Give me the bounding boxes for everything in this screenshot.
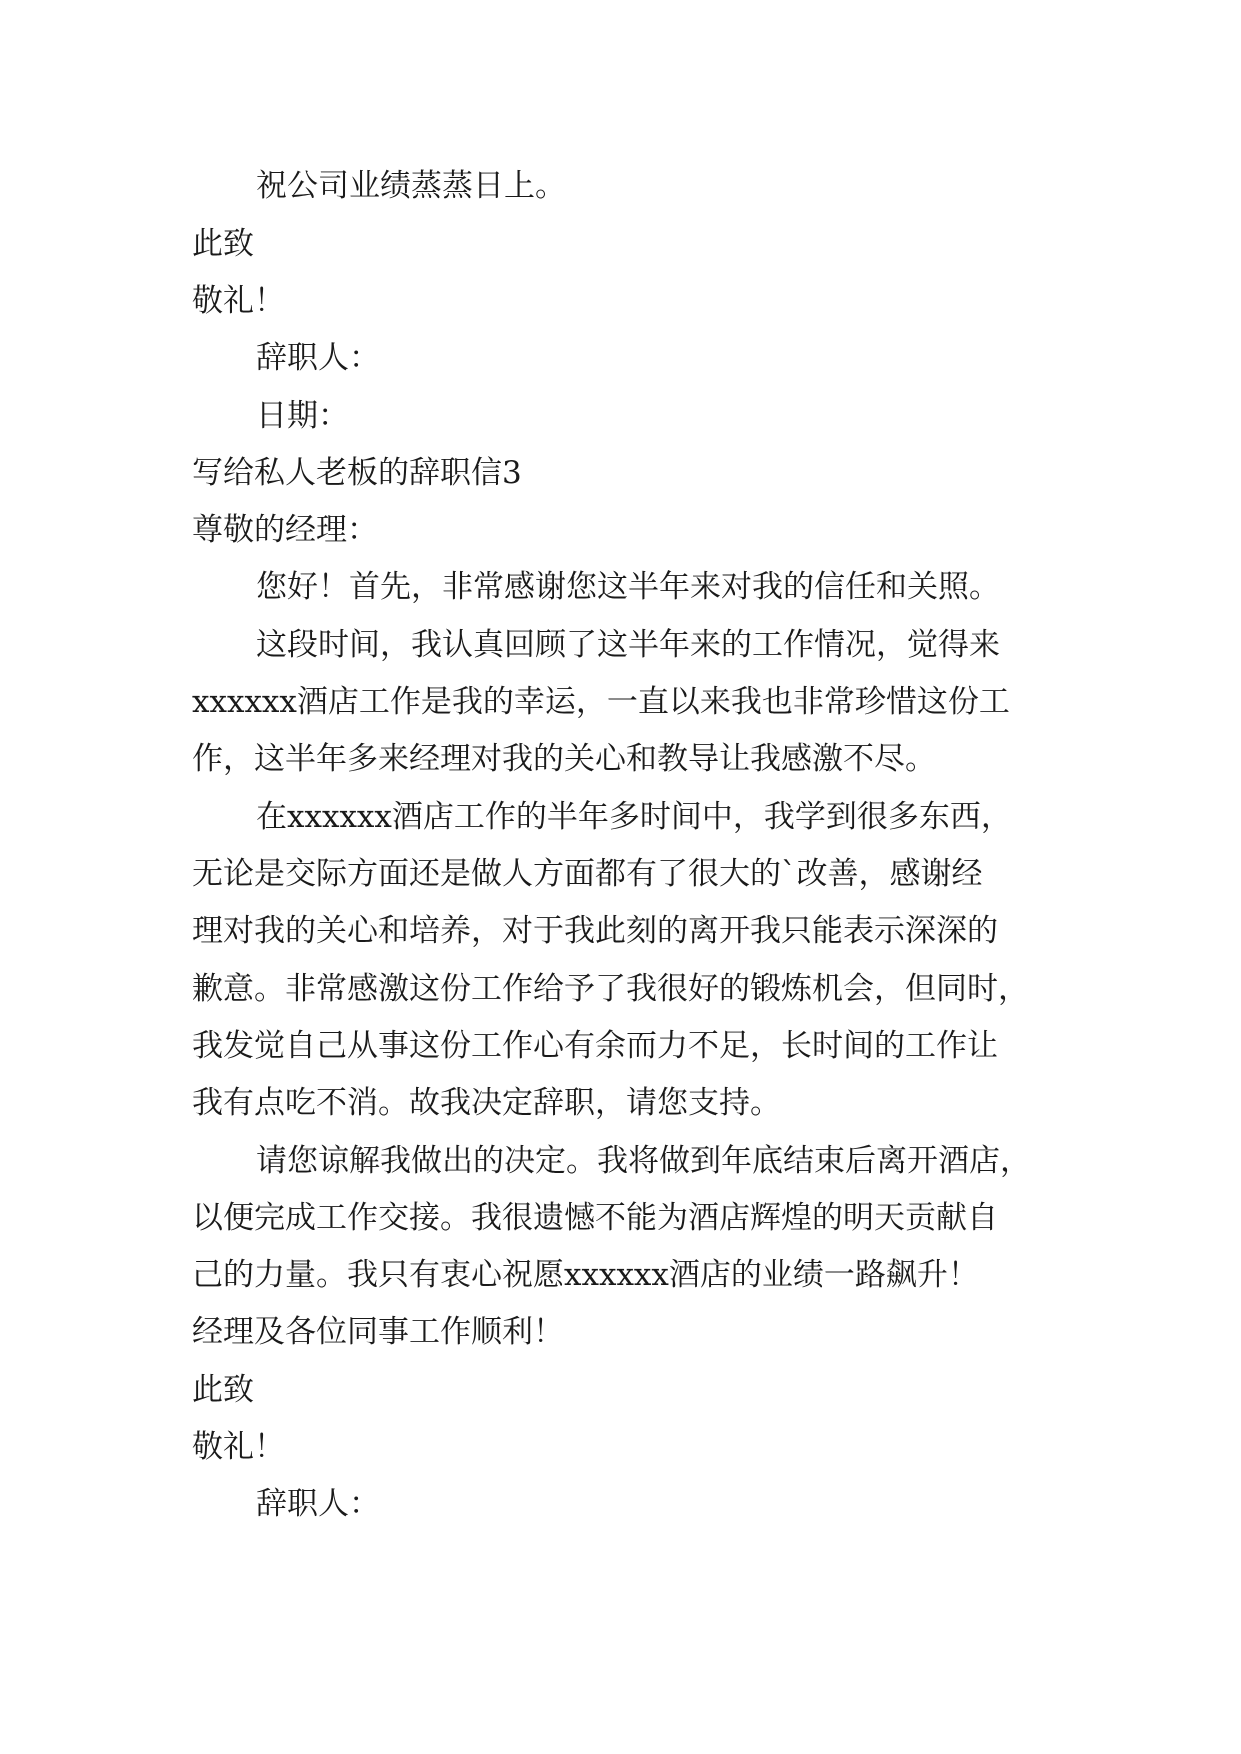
paragraph-line: 这段时间，我认真回顾了这半年来的工作情况，觉得来 [256,627,1000,663]
section-title: 写给私人老板的辞职信3 [192,455,522,491]
paragraph-line: xxxxxx酒店工作是我的幸运，一直以来我也非常珍惜这份工 [192,684,1010,720]
paragraph-line: 请您谅解我做出的决定。我将做到年底结束后离开酒店， [256,1143,1031,1179]
paragraph-line: 您好！首先，非常感谢您这半年来对我的信任和关照。 [256,569,1000,605]
salutation-cizhi: 此致 [192,226,254,262]
signature-date: 日期： [256,398,349,434]
salutation-jingli: 敬礼！ [192,283,285,319]
paragraph-line: 我有点吃不消。故我决定辞职，请您支持。 [192,1085,781,1121]
paragraph-line: 歉意。非常感激这份工作给予了我很好的锻炼机会，但同时， [192,971,1029,1007]
letter-addressee: 尊敬的经理： [192,512,378,548]
paragraph-line: 我发觉自己从事这份工作心有余而力不足，长时间的工作让 [192,1028,998,1064]
paragraph-line: 己的力量。我只有衷心祝愿xxxxxx酒店的业绩一路飙升！ [192,1257,979,1293]
paragraph-line: 作，这半年多来经理对我的关心和教导让我感激不尽。 [192,741,936,777]
closing-wish-line: 祝公司业绩蒸蒸日上。 [256,168,566,204]
paragraph-line: 理对我的关心和培养，对于我此刻的离开我只能表示深深的 [192,913,998,949]
paragraph-line: 无论是交际方面还是做人方面都有了很大的`改善，感谢经 [192,856,983,892]
paragraph-line: 以便完成工作交接。我很遗憾不能为酒店辉煌的明天贡献自 [192,1200,998,1236]
paragraph-line: 在xxxxxx酒店工作的半年多时间中，我学到很多东西， [256,799,1012,835]
paragraph-line: 经理及各位同事工作顺利！ [192,1314,564,1350]
salutation-jingli: 敬礼！ [192,1429,285,1465]
signature-resigner: 辞职人： [256,1486,380,1522]
salutation-cizhi: 此致 [192,1372,254,1408]
signature-resigner: 辞职人： [256,340,380,376]
